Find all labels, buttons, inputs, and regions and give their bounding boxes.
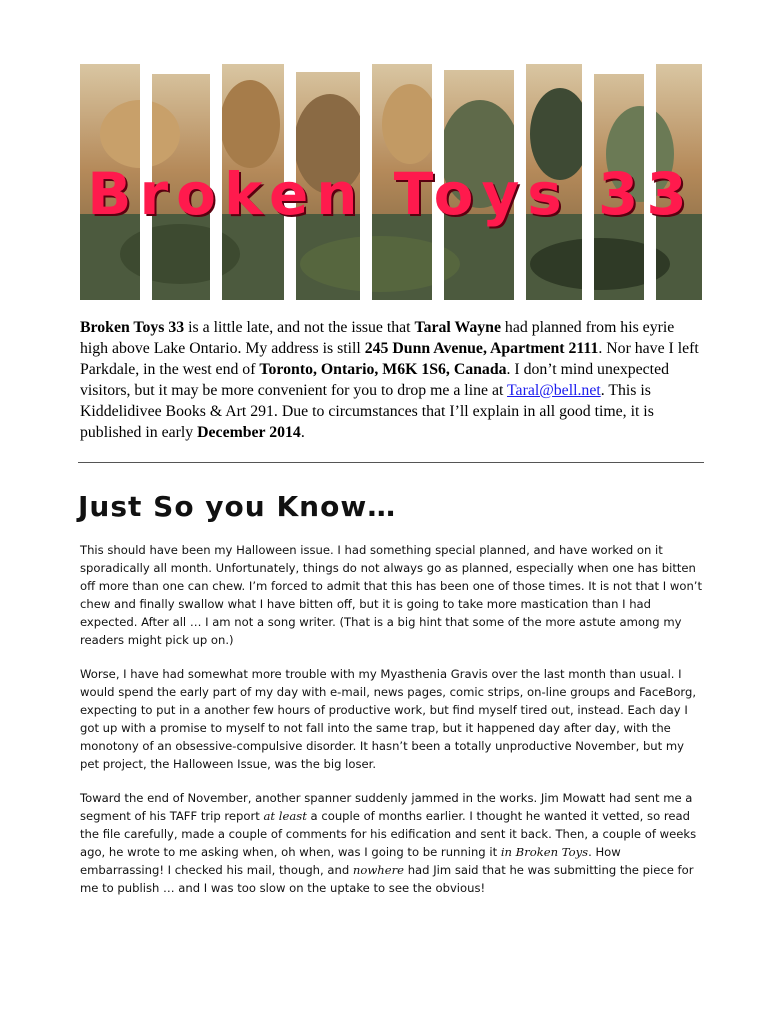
masthead [80, 64, 702, 300]
masthead-title: Broken Toys 33 [87, 160, 695, 228]
street-address: 245 Dunn Avenue, Apartment 2111 [364, 340, 599, 357]
city-address: Toronto, Ontario, M6K 1S6, Canada [259, 361, 507, 378]
body-paragraph-3: Toward the end of November, another spanner suddenly jammed in the works. Jim Mowatt had sent me a segment of his TAFF trip report at least a couple of months earlier. I thought he wanted it vetted, so read the file carefully, made a couple of comments for his edification and sent it back. Then, a couple of weeks ago, he wrote to me asking when, oh when, was I going to be running it in Broken Toys. How embarrassing! I checked his mail, though, and nowhere had Jim said that he was submitting the piece for me to publish … and I was too slow on the uptake to see the obvious! [80, 791, 697, 895]
body-paragraph-1: This should have been my Halloween issue. I had something special planned, and have worked on it sporadically all month. Unfortunately, things do not always go as planned, especially when one has bitten off more than one can chew. I’m forced to admit that this has been one of those times. It is not that I won’t chew and finally swallow what I have bitten off, but it is going to take more mastication than I had expected. After all … I am not a song writer. (That is a big hint that some of the more astute among my readers might pick up on.) [80, 543, 703, 647]
publication-date: December 2014 [197, 424, 301, 441]
intro-paragraph: Broken Toys 33 is a little late, and not the issue that Taral Wayne had planned from his eyrie high above Lake Ontario. My address is still 245 Dunn Avenue, Apartment 2111. Nor have I left Parkdale, in the west end of Toronto, Ontario, M6K 1S6, Canada. I don’t mind unexpected visitors, but it may be more convenient for you to drop me a line at Taral@bell.net. This is Kiddelidivee Books & Art 291. Due to circumstances that I’ll explain in all good time, it is published in early December 2014. [80, 319, 699, 441]
issue-name: Broken Toys 33 [80, 319, 185, 336]
email-link[interactable]: Taral@bell.net [507, 382, 601, 399]
section-divider [78, 462, 704, 463]
author-name: Taral Wayne [414, 319, 501, 336]
section-heading: Just So you Know… [78, 490, 397, 523]
body-paragraph-2: Worse, I have had somewhat more trouble with my Myasthenia Gravis over the last month than usual. I would spend the early part of my day with e-mail, news pages, comic strips, on-line groups and FaceBorg, expecting to put in a another few hours of productive work, but find myself tired out, instead. Each day I got up with a promise to myself to not fall into the same trap, but it happened day after day, with the monotony of an obsessive-compulsive disorder. It hasn’t been a totally unproductive November, but my pet project, the Halloween Issue, was the big loser. [80, 667, 697, 771]
